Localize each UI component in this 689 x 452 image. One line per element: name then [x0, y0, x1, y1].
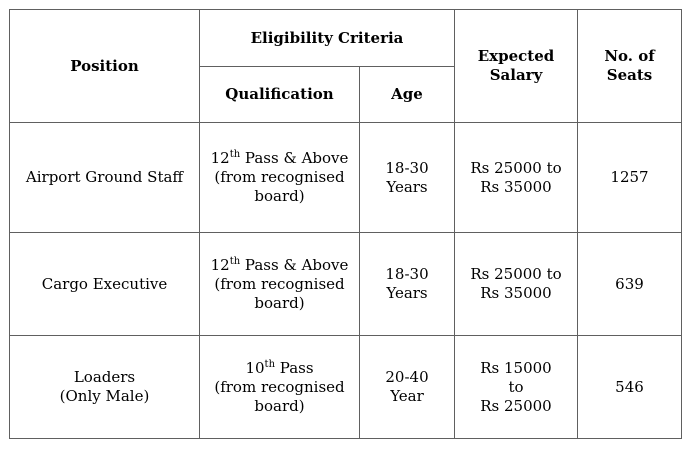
cell-qualification: 10th Pass (from recognised board) [200, 336, 360, 439]
cell-seats: 546 [578, 336, 682, 439]
cell-age: 18-30 Years [360, 233, 455, 336]
eligibility-table [9, 9, 682, 439]
header-expected-salary [455, 10, 578, 123]
cell-position: Loaders (Only Male) [10, 336, 200, 439]
cell-qualification: 12th Pass & Above (from recognised board) [200, 233, 360, 336]
table-row [10, 336, 682, 439]
cell-position: Airport Ground Staff [10, 123, 200, 233]
header-qualification: Qualification [200, 67, 360, 123]
table-row [10, 233, 682, 336]
cell-salary: Rs 15000 to Rs 25000 [455, 336, 578, 439]
cell-seats: 639 [578, 233, 682, 336]
cell-salary: Rs 25000 to Rs 35000 [455, 123, 578, 233]
header-eligibility-criteria: Eligibility Criteria [200, 10, 455, 67]
header-no-of-seats [578, 10, 682, 123]
cell-qualification: 12th Pass & Above (from recognised board) [200, 123, 360, 233]
header-seats-line1: No. of [604, 47, 655, 65]
table-row [10, 123, 682, 233]
cell-age: 20-40 Year [360, 336, 455, 439]
cell-salary: Rs 25000 to Rs 35000 [455, 233, 578, 336]
cell-position: Cargo Executive [10, 233, 200, 336]
header-position: Position [10, 10, 200, 123]
cell-age: 18-30 Years [360, 123, 455, 233]
header-salary-line1: Expected [477, 47, 555, 65]
header-seats-line2: Seats [606, 66, 653, 84]
header-salary-line2: Salary [489, 66, 543, 84]
cell-seats: 1257 [578, 123, 682, 233]
header-age: Age [360, 67, 455, 123]
